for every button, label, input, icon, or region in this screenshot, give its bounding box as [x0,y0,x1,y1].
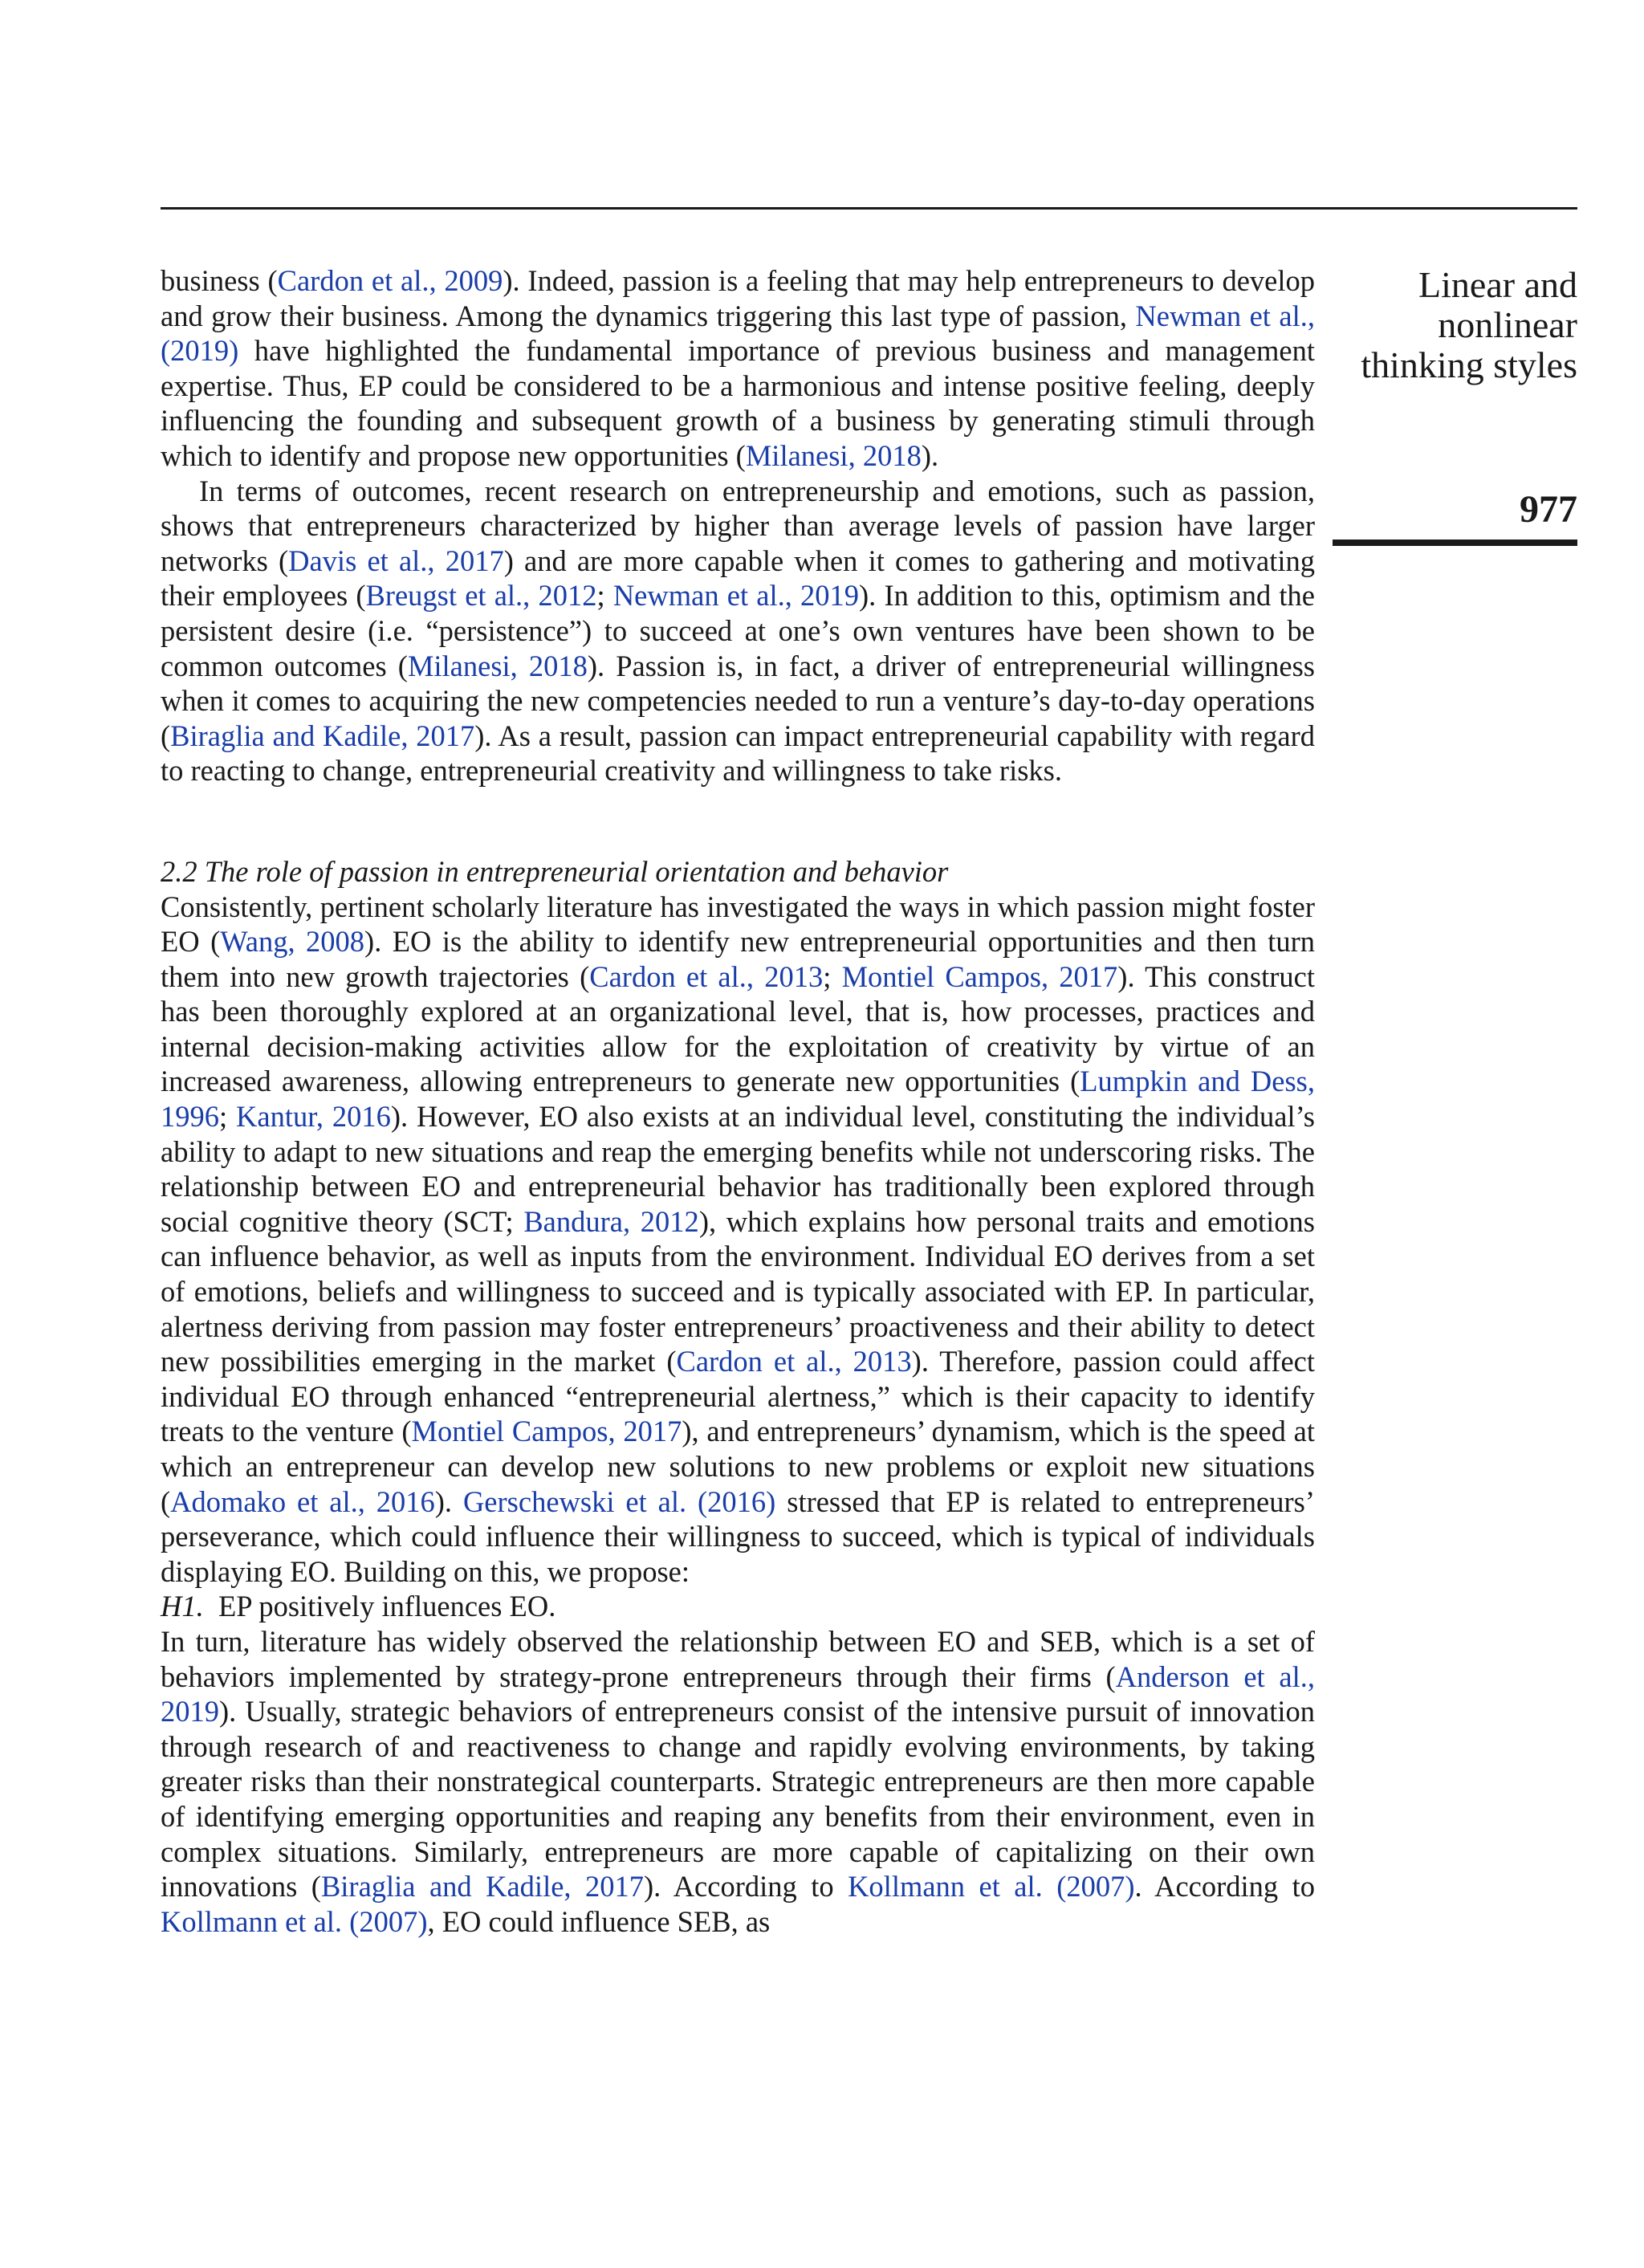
hypothesis-label: H1. [161,1590,204,1623]
text-run: ). This construct has been thoroughly explored at an organizational level, that is, how processes, practices and internal decision-making activities allow for the exploitation of creativity by virtue of an increased awareness, allowing entrepreneurs to generate new opportunities ( [161,959,1315,1098]
text-run: have highlighted the fundamental importance of previous business and management expertise. Thus, EP could be considered to be a harmonious and intense positive feeling, deeply influencing the founding and subsequent growth of a business by generating stimuli through which to identify and propose new opportunities ( [161,334,1315,472]
citation-link[interactable]: Cardon et al., 2013 [589,959,824,993]
text-run: ). However, EO also exists at an individual level, constituting the individual’s ability to adapt to new situations and reap the emerging benefits while not underscoring risks. The relationship between EO and entrepreneurial behavior has traditionally been explored through social cognitive theory (SCT; [161,1100,1315,1238]
text-run: ). Indeed, passion is a feeling that may help entrepreneurs to develop and grow their business. Among the dynamics triggering this last type of passion, [161,264,1315,332]
text-run: ). According to [643,1870,848,1904]
text-run: ), which explains how personal traits and emotions can influence behavior, as well as inputs from the environment. Individual EO derives from a set of emotions, beliefs and willingness to succeed and is typically associated with EP. In particular, alertness deriving from passion may foster entrepreneurs’ proactiveness and their ability to detect new possibilities emerging in the market ( [161,1204,1315,1378]
text-run: . According to [1134,1870,1315,1904]
citation-link[interactable]: Bandura, 2012 [523,1204,699,1238]
citation-link[interactable]: Montiel Campos, 2017 [411,1415,682,1448]
citation-link[interactable]: Newman et al., 2019 [612,579,860,613]
text-run: ; [823,959,842,993]
paragraph-4 [161,1624,1315,1939]
text-run: ; [219,1100,237,1134]
text-run: ), and entrepreneurs’ dynamism, which is the speed at which an entrepreneur can develop new solutions to new problems or exploit new situations ( [161,1415,1316,1518]
citation-link[interactable]: Adomako et al., 2016 [170,1484,435,1518]
citation-link[interactable]: Cardon et al., 2009 [277,264,503,297]
page-number: 977 [1520,488,1577,531]
citation-link[interactable]: Kollmann et al. (2007) [848,1870,1135,1904]
text-run: In terms of outcomes, recent research on entrepreneurship and emotions, such as passion, shows that entrepreneurs characterized by higher than average levels of passion have larger networks ( [161,474,1315,577]
text-run: In turn, literature has widely observed the relationship between EO and SEB, which is a set of behaviors implemented by strategy-prone entrepreneurs through their firms ( [161,1624,1315,1693]
paragraph-1 [161,263,1315,474]
citation-link[interactable]: Davis et al., 2017 [288,544,504,577]
running-head-line-3: thinking styles [1361,344,1577,385]
citation-link[interactable]: Montiel Campos, 2017 [841,959,1118,993]
hypothesis-text: EP positively influences EO. [218,1590,556,1623]
citation-link[interactable]: Newman et al., (2019) [161,299,1315,368]
citation-link[interactable]: Kollmann et al. (2007) [161,1904,428,1938]
text-run: ). In addition to this, optimism and the persistent desire (i.e. “persistence”) to succeed at one’s own ventures have been shown to be common outcomes ( [161,579,1315,682]
running-head-line-1: Linear and [1418,264,1577,305]
paragraph-2 [161,474,1315,788]
text-run: ). [434,1484,463,1518]
article-body [161,263,1315,1939]
text-run: ). As a result, passion can impact entrepreneurial capability with regard to reacting to change, entrepreneurial creativity and willingness to take risks. [161,719,1315,788]
citation-link[interactable]: Cardon et al., 2013 [676,1345,912,1378]
running-head-line-2: nonlinear [1438,304,1577,345]
citation-link[interactable]: Gerschewski et al. (2016) [462,1484,776,1518]
citation-link[interactable]: Biraglia and Kadile, 2017 [320,1870,644,1904]
text-run: ). [921,438,939,472]
text-run: business ( [161,264,278,297]
citation-link[interactable]: Kantur, 2016 [236,1100,391,1134]
running-head [1304,265,1577,385]
text-run: stressed that EP is related to entrepreneurs’ perseverance, which could influence their willingness to succeed, which is typical of individuals displaying EO. Building on this, we propose: [161,1484,1315,1588]
citation-link[interactable]: Wang, 2008 [220,925,365,959]
text-run: ). Therefore, passion could affect individual EO through enhanced “entrepreneurial alertness,” which is their capacity to identify treats to the venture ( [161,1345,1315,1448]
text-run: Consistently, pertinent scholarly literature has investigated the ways in which passion might foster EO ( [161,890,1315,959]
citation-link[interactable]: Milanesi, 2018 [407,649,588,682]
paragraph-3 [161,890,1315,1590]
section-heading: 2.2 The role of passion in entrepreneurial orientation and behavior [161,854,949,888]
citation-link[interactable]: Lumpkin and Dess, 1996 [161,1065,1315,1134]
citation-link[interactable]: Breugst et al., 2012 [365,579,597,613]
header-rule [161,207,1577,210]
citation-link[interactable]: Anderson et al., 2019 [161,1659,1315,1728]
text-run: ). Usually, strategic behaviors of entrepreneurs consist of the intensive pursuit of innovation through research of and reactiveness to change and rapidly evolving environments, by taking greater risks than their nonstrategical counterparts. Strategic entrepreneurs are then more capable of identifying emerging opportunities and reaping any benefits from their environment, even in complex situations. Similarly, entrepreneurs are more capable of capitalizing on their own innovations ( [161,1695,1315,1904]
text-run: ). Passion is, in fact, a driver of entrepreneurial willingness when it comes to acquiring the new competencies needed to run a venture’s day-to-day operations ( [161,649,1315,752]
hypothesis-h1 [161,1589,1315,1624]
page-number-rule [1333,540,1577,546]
text-run: , EO could influence SEB, as [427,1904,771,1938]
citation-link[interactable]: Milanesi, 2018 [745,438,922,472]
text-run: ; [596,579,613,613]
citation-link[interactable]: Biraglia and Kadile, 2017 [170,719,475,752]
text-run: ). EO is the ability to identify new entrepreneurial opportunities and then turn them into new growth trajectories ( [161,925,1315,993]
text-run: ) and are more capable when it comes to gathering and motivating their employees ( [161,544,1315,613]
